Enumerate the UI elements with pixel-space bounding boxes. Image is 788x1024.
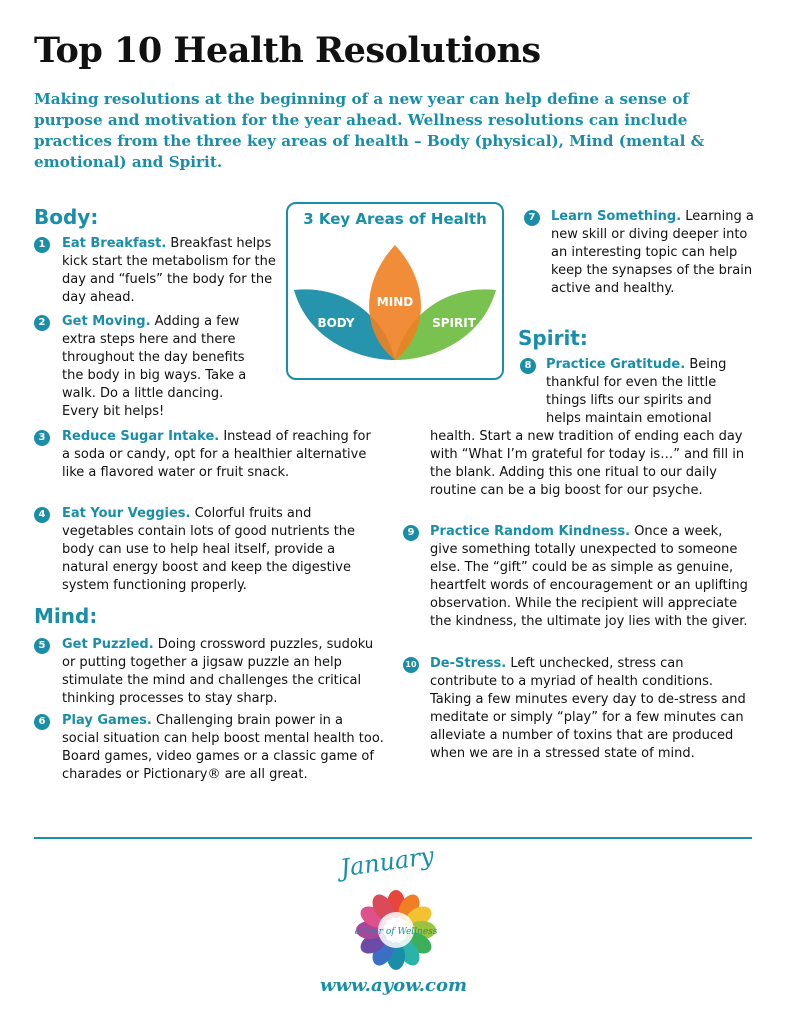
mind-label: MIND bbox=[376, 295, 414, 309]
section-body-heading: Body: bbox=[34, 205, 99, 229]
key-areas-diagram bbox=[286, 202, 504, 380]
section-mind-heading: Mind: bbox=[34, 604, 98, 628]
item-title: Get Moving. bbox=[62, 314, 151, 329]
item-title: Learn Something. bbox=[551, 209, 682, 224]
item-text: Breakfast helps kick start the metabolism for the day and “fuels” the body for the day ahead. bbox=[62, 236, 276, 305]
intro-text: Making resolutions at the beginning of a new year can help define a sense of purpose and motivation for the year ahead. Wellness resolutions can include practices from the three key areas of health – Body (physical), Mind (mental & emotional) and Spirit. bbox=[34, 90, 705, 171]
number-badge: 1 bbox=[34, 237, 50, 253]
number-badge: 5 bbox=[34, 638, 50, 654]
website-url[interactable]: www.ayow.com bbox=[320, 975, 468, 996]
item-text: Doing crossword puzzles, sudoku or putting together a jigsaw puzzle an help stimulate the mind and challenges the critical thinking processes to stay sharp. bbox=[62, 637, 374, 706]
page-title: Top 10 Health Resolutions bbox=[34, 30, 541, 71]
number-badge: 9 bbox=[403, 525, 419, 541]
number-badge: 10 bbox=[403, 657, 419, 673]
item-title: De-Stress. bbox=[430, 656, 507, 671]
number-badge: 7 bbox=[524, 210, 540, 226]
month-label: January bbox=[338, 841, 436, 883]
item-title: Reduce Sugar Intake. bbox=[62, 429, 220, 444]
number-badge: 2 bbox=[34, 315, 50, 331]
item-text: Adding a few extra steps here and there throughout the day benefits the body in big ways. Take a walk. Do a little dancing. Every bit helps! bbox=[62, 314, 247, 419]
number-badge: 8 bbox=[520, 358, 536, 374]
body-label: BODY bbox=[317, 316, 355, 330]
item-text: Learning a new skill or diving deeper into an interesting topic can help keep the synapses of the brain active and healthy. bbox=[551, 209, 754, 296]
item-text: Challenging brain power in a social situation can help boost mental health too. Board games, video games or a classic game of charades or Pictionary® are all great. bbox=[62, 713, 384, 782]
number-badge: 4 bbox=[34, 507, 50, 523]
item-title: Get Puzzled. bbox=[62, 637, 154, 652]
item-title: Practice Random Kindness. bbox=[430, 524, 631, 539]
number-badge: 3 bbox=[34, 430, 50, 446]
year-of-wellness-logo bbox=[354, 888, 438, 972]
item-text: Left unchecked, stress can contribute to a myriad of health conditions. Taking a few minutes every day to de-stress and meditate or simply “play” for a few minutes can alleviate a number of toxins that are produced when we are in a stressed state of mind. bbox=[430, 656, 746, 761]
diagram-title: 3 Key Areas of Health bbox=[303, 210, 487, 228]
lotus-graphic bbox=[288, 230, 502, 380]
item-text: Colorful fruits and vegetables contain lots of good nutrients the body can use to help heal itself, provide a natural energy boost and keep the digestive system functioning properly. bbox=[62, 506, 356, 593]
item-text-continued: health. Start a new tradition of ending each day with “What I’m grateful for today is…” and fill in the blank. Adding this one ritual to our daily routine can be a big boost for our psyche. bbox=[430, 429, 745, 498]
footer-divider bbox=[34, 837, 752, 839]
spirit-label: SPIRIT bbox=[432, 316, 476, 330]
item-title: Eat Your Veggies. bbox=[62, 506, 191, 521]
section-spirit-heading: Spirit: bbox=[518, 326, 588, 350]
number-badge: 6 bbox=[34, 714, 50, 730]
item-text: Being thankful for even the little things lifts our spirits and helps maintain emotional bbox=[546, 357, 727, 426]
item-title: Eat Breakfast. bbox=[62, 236, 167, 251]
logo-text: a Year of Wellness bbox=[354, 927, 438, 937]
item-title: Play Games. bbox=[62, 713, 152, 728]
item-title: Practice Gratitude. bbox=[546, 357, 686, 372]
item-text: Instead of reaching for a soda or candy, opt for a healthier alternative like a flavored water or fruit snack. bbox=[62, 429, 371, 480]
item-text: Once a week, give something totally unexpected to someone else. The “gift” could be as simple as genuine, heartfelt words of encouragement or an uplifting observation. While the recipient will appreciate the kindness, the ultimate joy lies with the giver. bbox=[430, 524, 748, 629]
